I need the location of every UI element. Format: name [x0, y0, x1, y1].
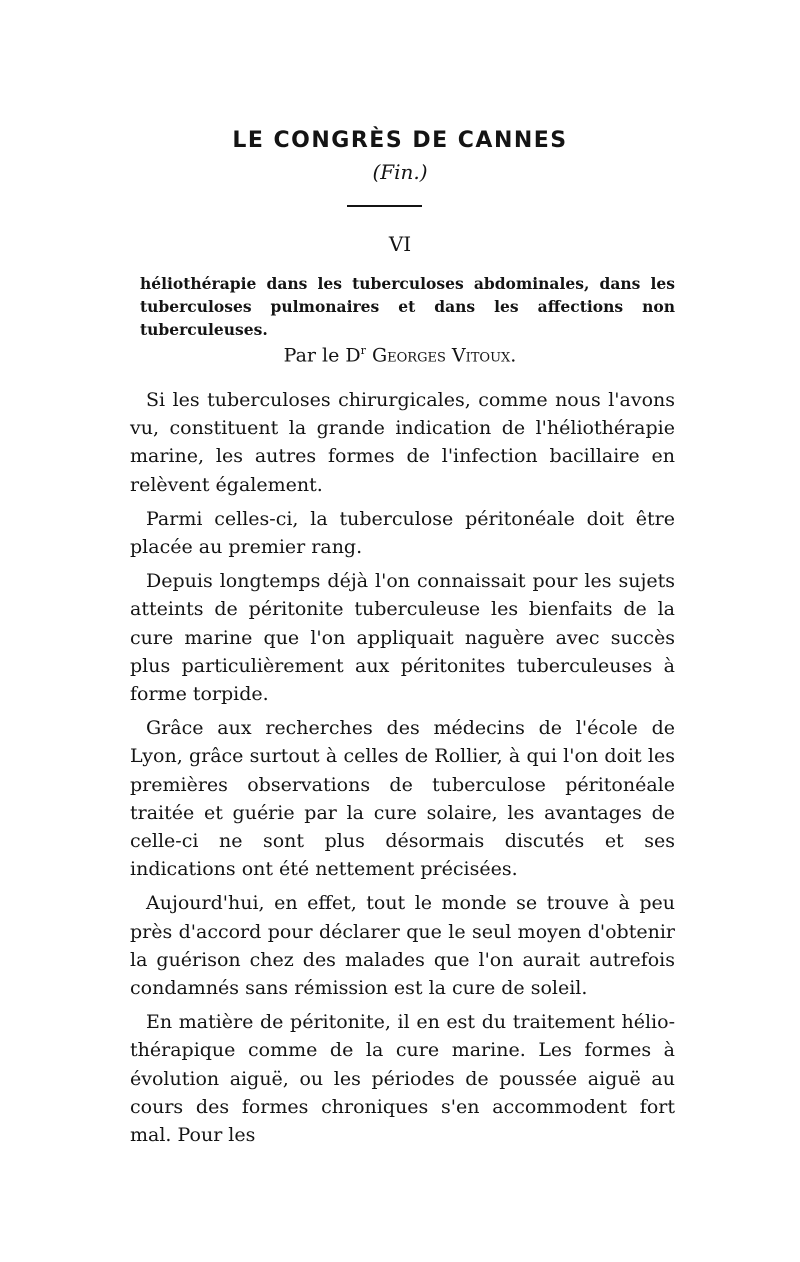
author-name: Georges Vitoux.: [371, 344, 517, 367]
paragraph: Si les tuberculoses chirurgicales, comme nous l'avons vu, constituent la grande indication de l'héliothérapie marine, les autres formes de l'infection bacillaire en relèvent également.: [130, 389, 675, 496]
author-prefix: Par le D: [283, 344, 361, 367]
article-title: LE CONGRÈS DE CANNES: [232, 128, 568, 153]
article-subtitle: (Fin.): [372, 160, 428, 184]
author-line: [0, 344, 800, 366]
section-number: VI: [388, 232, 412, 256]
paragraph: Aujourd'hui, en effet, tout le monde se trouve à peu près d'accord pour déclarer que le seul moyen d'obtenir la guérison chez des malades que l'on aurait autrefois condamnés sans rémission est la cure de soleil.: [130, 892, 675, 1000]
paragraph: Depuis longtemps déjà l'on connaissait pour les sujets atteints de péritonite tuberculeuse les bienfaits de la cure marine que l'on appliquait naguère avec succès plus particulièrement aux péritonites tuberculeuses à forme torpide.: [130, 570, 675, 706]
author-title-sup: r: [360, 344, 366, 357]
section-heading: héliothérapie dans les tuberculoses abdominales, dans les tuberculoses pulmonaires et dans les affections non tuberculeuses.: [140, 274, 675, 339]
paragraph: En matière de péritonite, il en est du traitement héliothérapique comme de la cure marine. Les formes à évolution aiguë, ou les périodes de poussée aiguë au cours des formes chroniques s'en accommodent fort mal. Pour les: [130, 1011, 675, 1147]
paragraph: Parmi celles-ci, la tuberculose péritonéale doit être placée au premier rang.: [130, 507, 675, 559]
title-divider: [347, 205, 422, 207]
paragraph: Grâce aux recherches des médecins de l'école de Lyon, grâce surtout à celles de Rollier, à qui l'on doit les premières observations de tuberculose péritonéale traitée et guérie par la cure solaire, les avantages de celle-ci ne sont plus désormais discutés et ses indications ont été nettement précisées.: [130, 717, 675, 881]
body-text: [130, 386, 675, 1155]
